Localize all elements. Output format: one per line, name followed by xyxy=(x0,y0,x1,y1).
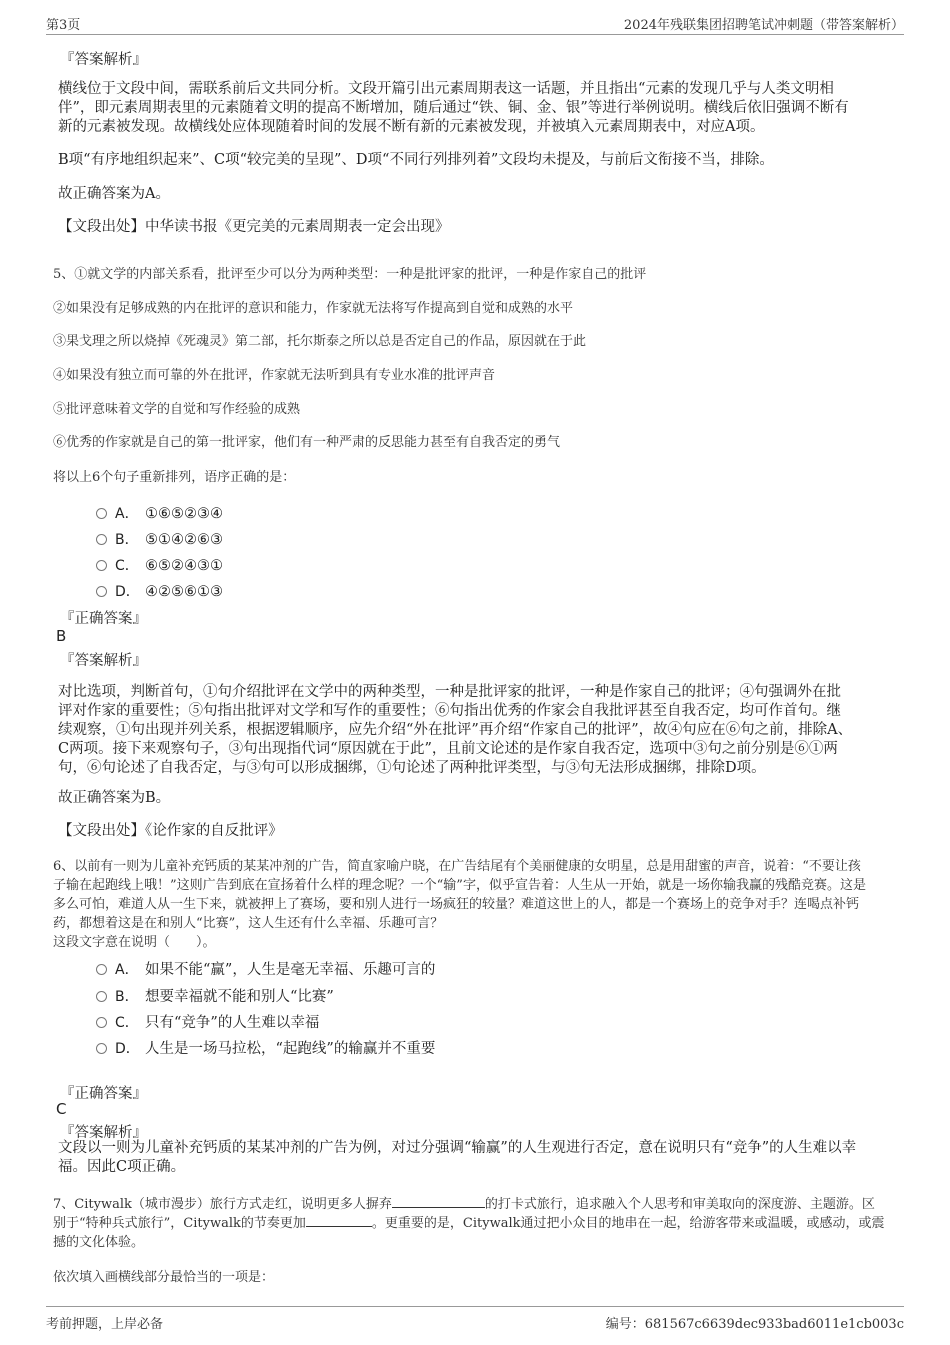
page-number: 第3页 xyxy=(46,18,81,33)
q6-question: 这段文字意在说明（ ）。 xyxy=(53,935,216,950)
q6-stem-line: 多么可怕，难道人从一生下来，就被押上了赛场，要和别人进行一场疯狂的较量？难道这世上的人，都是一个赛场上的竞争对手？连喝点补钙 xyxy=(53,897,860,912)
q4-analysis-label: 『答案解析』 xyxy=(60,52,147,68)
q6-option-b[interactable]: B． 想要幸福就不能和别人“比赛” xyxy=(96,985,334,1005)
q7-blank-2[interactable] xyxy=(306,1214,372,1227)
q5-analysis xyxy=(58,683,898,778)
q5-analysis-label: 『答案解析』 xyxy=(60,653,147,669)
q6-analysis-line: 福。因此C项正确。 xyxy=(58,1159,186,1175)
radio-icon[interactable] xyxy=(96,1017,107,1028)
q6-stem-line: 6、以前有一则为儿童补充钙质的某某冲剂的广告，简直家喻户晓，在广告结尾有个美丽健康的女明星，总是用甜蜜的声音，说着：“不要让孩 xyxy=(53,859,861,874)
q5-analysis-line: 评对作家的重要性；⑤句指出批评对文学和写作的重要性；⑥句指出优秀的作家会自我批评甚至自我否定，均可作首句。继 xyxy=(58,703,841,719)
q5-correct-label: 『正确答案』 xyxy=(60,611,147,627)
q6-option-c[interactable]: C． 只有“竞争”的人生难以幸福 xyxy=(96,1011,319,1031)
radio-icon[interactable] xyxy=(96,534,107,545)
q5-source: 【文段出处】《论作家的自反批评》 xyxy=(58,823,283,839)
q4-analysis-line: 新的元素被发现。故横线处应体现随着时间的发展不断有新的元素被发现，并被填入元素周期表中，对应A项。 xyxy=(58,119,765,135)
q6-stem-line: 药，都想着这是在和别人“比赛”，这人生还有什么幸福、乐趣可言？ xyxy=(53,916,444,931)
q4-exclude-text: B项“有序地组织起来”、C项“较完美的呈现”、D项“不同行列排列着”文段均未提及，与前后文衔接不当，排除。 xyxy=(58,152,774,168)
q5-option-b[interactable]: B． ⑤①④②⑥③ xyxy=(96,529,223,549)
q5-sentence: ④如果没有独立而可靠的外在批评，作家就无法听到具有专业水准的批评声音 xyxy=(53,368,496,383)
radio-icon[interactable] xyxy=(96,586,107,597)
q6-correct-label: 『正确答案』 xyxy=(60,1086,147,1102)
q6-stem xyxy=(53,857,903,952)
q5-sentence: 5、①就文学的内部关系看，批评至少可以分为两种类型：一种是批评家的批评，一种是作家自己的批评 xyxy=(53,267,647,282)
q5-option-c[interactable]: C． ⑥⑤②④③① xyxy=(96,555,223,575)
q5-sentence: ③果戈理之所以烧掉《死魂灵》第二部，托尔斯泰之所以总是否定自己的作品，原因就在于此 xyxy=(53,334,587,349)
q4-conclusion: 故正确答案为A。 xyxy=(58,186,170,202)
page-header xyxy=(46,12,904,35)
q5-option-d[interactable]: D． ④②⑤⑥①③ xyxy=(96,581,223,601)
q5-analysis-line: C两项。接下来观察句子，③句出现指代词“原因就在于此”，且前文论述的是作家自我否定，选项中③句之前分别是⑥①两 xyxy=(58,741,838,757)
q4-analysis-line: 横线位于文段中间，需联系前后文共同分析。文段开篇引出元素周期表这一话题，并且指出“元素的发现几乎与人类文明相 xyxy=(58,81,834,97)
q7-stem-line: 别于“特种兵式旅行”，Citywalk的节奏更加 。更重要的是，Citywalk通过把小众目的地串在一起，给游客带来或温暖，或感动，或震 xyxy=(53,1216,885,1231)
q6-analysis-line: 文段以一则为儿童补充钙质的某某冲剂的广告为例，对过分强调“输赢”的人生观进行否定，意在说明只有“竞争”的人生难以幸 xyxy=(58,1140,857,1156)
q5-analysis-line: 句，⑥句论述了自我否定，与③句可以形成捆绑，①句论述了两种批评类型，与③句无法形成捆绑，排除D项。 xyxy=(58,760,766,776)
radio-icon[interactable] xyxy=(96,991,107,1002)
footer-slogan: 考前押题，上岸必备 xyxy=(46,1317,164,1332)
page-footer xyxy=(46,1306,904,1333)
q6-correct-answer: C xyxy=(56,1100,67,1118)
q5-analysis-line: 对比选项，判断首句，①句介绍批评在文学中的两种类型，一种是批评家的批评，一种是作家自己的批评；④句强调外在批 xyxy=(58,684,841,700)
q7-stem-line: 7、Citywalk（城市漫步）旅行方式走红，说明更多人摒弃 的打卡式旅行，追求融入个人思考和审美取向的深度游、主题游。区 xyxy=(53,1197,875,1212)
document-title: 2024年残联集团招聘笔试冲刺题（带答案解析） xyxy=(623,18,904,33)
radio-icon[interactable] xyxy=(96,508,107,519)
q5-prompt: 将以上6个句子重新排列，语序正确的是： xyxy=(53,470,296,485)
q5-sentence: ⑥优秀的作家就是自己的第一批评家，他们有一种严肃的反思能力甚至有自我否定的勇气 xyxy=(53,435,561,450)
radio-icon[interactable] xyxy=(96,560,107,571)
q6-stem-line: 子输在起跑线上哦！”这则广告到底在宣扬着什么样的理念呢？一个“输”字，似乎宣告着：人生从一开始，就是一场你输我赢的残酷竞赛。这是 xyxy=(53,878,866,893)
radio-icon[interactable] xyxy=(96,1043,107,1054)
q6-analysis-label: 『答案解析』 xyxy=(60,1125,147,1141)
q5-option-a[interactable]: A． ①⑥⑤②③④ xyxy=(96,503,223,523)
q5-correct-answer: B xyxy=(56,627,67,645)
q7-blank-1[interactable] xyxy=(392,1195,485,1208)
document-id: 编号：681567c6639dec933bad6011e1cb003c xyxy=(605,1317,904,1332)
q5-analysis-line: 续观察，①句出现并列关系，根据逻辑顺序，应先介绍“外在批评”再介绍“作家自己的批评”，故④句应在⑥句之前，排除A、 xyxy=(58,722,853,738)
q5-sentence: ⑤批评意味着文学的自觉和写作经验的成熟 xyxy=(53,402,301,417)
q5-sentence: ②如果没有足够成熟的内在批评的意识和能力，作家就无法将写作提高到自觉和成熟的水平 xyxy=(53,301,574,316)
q4-analysis-line: 伴”，即元素周期表里的元素随着文明的提高不断增加，随后通过“铁、铜、金、银”等进行举例说明。横线后依旧强调不断有 xyxy=(58,100,849,116)
q4-source: 【文段出处】中华读书报《更完美的元素周期表一定会出现》 xyxy=(58,219,450,235)
q7-prompt: 依次填入画横线部分最恰当的一项是： xyxy=(53,1270,275,1285)
q6-option-a[interactable]: A． 如果不能“赢”，人生是毫无幸福、乐趣可言的 xyxy=(96,958,435,978)
q5-conclusion: 故正确答案为B。 xyxy=(58,790,171,806)
q7-stem xyxy=(53,1195,903,1252)
q7-stem-line: 撼的文化体验。 xyxy=(53,1235,145,1250)
q6-analysis xyxy=(58,1139,898,1177)
q6-option-d[interactable]: D． 人生是一场马拉松，“起跑线”的输赢并不重要 xyxy=(96,1037,435,1057)
radio-icon[interactable] xyxy=(96,964,107,975)
q4-analysis xyxy=(58,80,898,137)
